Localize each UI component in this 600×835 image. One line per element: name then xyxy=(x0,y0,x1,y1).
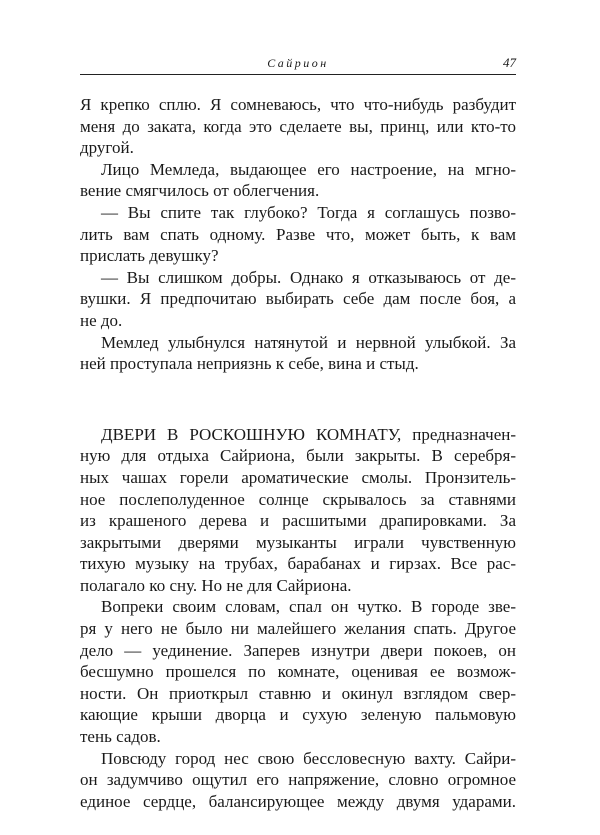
running-header xyxy=(80,50,516,75)
text-line: из крашеного дерева и расшитыми драпировками. За xyxy=(80,511,516,531)
text-line: меня до заката, когда это сделаете вы, принц, или кто-то xyxy=(80,116,516,136)
running-title: Сайрион xyxy=(267,56,329,70)
text-line: ности. Он приоткрыл ставню и окинул взглядом свер- xyxy=(80,683,516,703)
text-line: ней проступала неприязнь к себе, вина и стыд. xyxy=(80,354,419,374)
text-line: дело — уединение. Заперев изнутри двери покоев, он xyxy=(80,640,516,660)
page-number: 47 xyxy=(503,55,516,70)
text-line: ных чашах горели ароматические смолы. Пронзитель- xyxy=(80,467,516,487)
text-line: Мемлед улыбнулся натянутой и нервной улыбкой. За xyxy=(101,332,516,352)
text-line: тень садов. xyxy=(80,727,161,747)
text-line: Лицо Мемледа, выдающее его настроение, на мгно- xyxy=(101,159,516,179)
text-line: вение смягчилось от облегчения. xyxy=(80,181,320,201)
text-line: прислать девушку? xyxy=(80,246,219,266)
text-line: лить вам спать одному. Разве что, может быть, к вам xyxy=(80,224,516,244)
section-break xyxy=(80,375,516,424)
body-text xyxy=(80,94,516,812)
text-line: Вопреки своим словам, спал он чутко. В городе зве- xyxy=(101,597,516,617)
text-line: он задумчиво ощутил его напряжение, словно огромное xyxy=(80,770,516,790)
text-line: не до. xyxy=(80,310,123,330)
text-line: вушки. Я предпочитаю выбирать себе дам после боя, а xyxy=(80,289,516,309)
text-line: другой. xyxy=(80,138,134,158)
text-line: ное послеполуденное солнце скрывалось за ставнями xyxy=(80,489,516,509)
text-line: бесшумно прошелся по комнате, оценивая ее возмож- xyxy=(80,662,516,682)
text-line: единое сердце, балансирующее между двумя ударами. xyxy=(80,791,516,811)
text-line: Я крепко сплю. Я сомневаюсь, что что-нибудь разбудит xyxy=(80,95,516,114)
text-line: ДВЕРИ В РОСКОШНУЮ КОМНАТУ, предназначен- xyxy=(101,424,516,444)
text-line: ря у него не было ни малейшего желания спать. Другое xyxy=(80,619,516,639)
text-line: кающие крыши дворца и сухую зеленую пальмовую xyxy=(80,705,516,725)
text-line: тихую музыку на трубах, барабанах и гирзах. Все рас- xyxy=(80,554,516,574)
text-line: ную для отдыха Сайриона, были закрыты. В серебря- xyxy=(80,446,516,466)
text-line: Повсюду город нес свою бессловесную вахту. Сайри- xyxy=(101,748,516,768)
text-line: закрытыми дверями музыканты играли чувственную xyxy=(80,532,516,552)
text-line: полагало ко сну. Но не для Сайриона. xyxy=(80,575,352,595)
text-line: — Вы слишком добры. Однако я отказываюсь от де- xyxy=(101,267,516,287)
text-line: — Вы спите так глубоко? Тогда я соглашусь позво- xyxy=(101,202,516,222)
